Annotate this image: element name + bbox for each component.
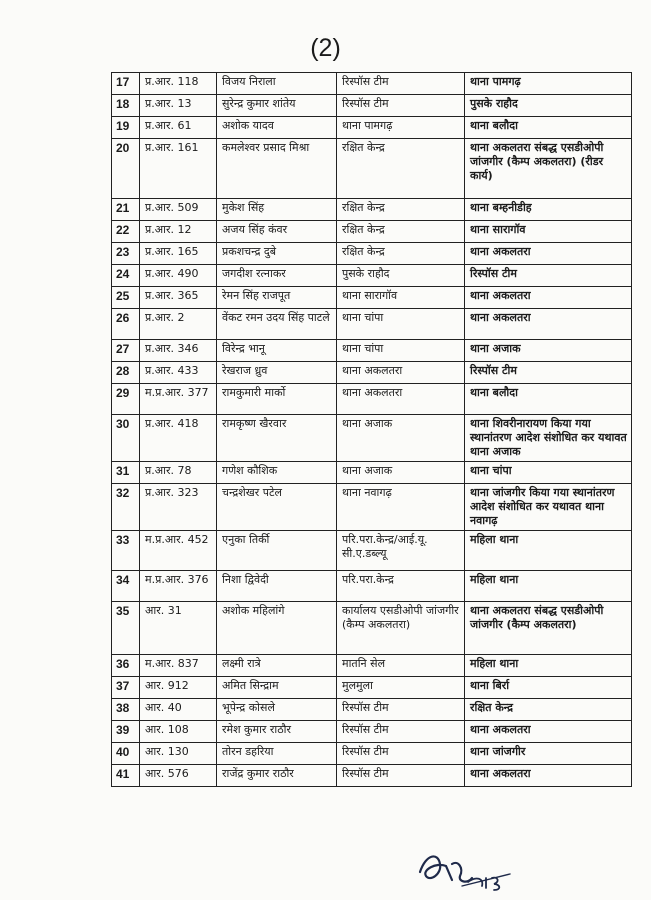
table-row [112,384,632,415]
new-posting-cell: थाना अकलतरा [465,243,632,265]
rank-number-cell: प्र.आर. 165 [140,243,217,265]
new-posting-cell: थाना बलौदा [465,117,632,139]
employee-name-cell: विरेन्द्र भानू [217,340,337,362]
employee-name-cell: अशोक महिलांगे [217,602,337,655]
new-posting-cell: थाना बिर्रा [465,677,632,699]
current-posting-cell: रिस्पॉस टीम [337,73,465,95]
new-posting-cell: रिस्पॉस टीम [465,265,632,287]
rank-number-cell: आर. 40 [140,699,217,721]
table-row [112,139,632,199]
current-posting-cell: रक्षित केन्द्र [337,243,465,265]
current-posting-cell: परि.परा.केन्द्र [337,571,465,602]
rank-number-cell: आर. 31 [140,602,217,655]
current-posting-cell: थाना चांपा [337,309,465,340]
table-row [112,571,632,602]
rank-number-cell: प्र.आर. 78 [140,462,217,484]
rank-number-cell: प्र.आर. 161 [140,139,217,199]
employee-name-cell: रेखराज ध्रुव [217,362,337,384]
current-posting-cell: थाना पामगढ़ [337,117,465,139]
employee-name-cell: तोरन डहरिया [217,743,337,765]
serial-number-cell: 37 [112,677,140,699]
rank-number-cell: म.प्र.आर. 452 [140,531,217,571]
rank-number-cell: आर. 108 [140,721,217,743]
current-posting-cell: थाना नवागढ़ [337,484,465,531]
table-row [112,362,632,384]
rank-number-cell: प्र.आर. 13 [140,95,217,117]
table-row [112,743,632,765]
rank-number-cell: प्र.आर. 2 [140,309,217,340]
current-posting-cell: रक्षित केन्द्र [337,199,465,221]
table-row [112,765,632,787]
employee-name-cell: प्रकशचन्द्र दुबे [217,243,337,265]
rank-number-cell: म.आर. 837 [140,655,217,677]
employee-name-cell: रामकुमारी मार्को [217,384,337,415]
table-row [112,677,632,699]
table-row [112,531,632,571]
current-posting-cell: रिस्पॉस टीम [337,765,465,787]
page-number: (2) [310,34,341,62]
table-row [112,462,632,484]
current-posting-cell: रिस्पॉस टीम [337,721,465,743]
current-posting-cell: थाना अकलतरा [337,384,465,415]
employee-name-cell: अजय सिंह कंवर [217,221,337,243]
new-posting-cell: थाना अकलतरा [465,765,632,787]
serial-number-cell: 36 [112,655,140,677]
serial-number-cell: 35 [112,602,140,655]
serial-number-cell: 28 [112,362,140,384]
rank-number-cell: प्र.आर. 346 [140,340,217,362]
rank-number-cell: प्र.आर. 418 [140,415,217,462]
rank-number-cell: आर. 130 [140,743,217,765]
employee-name-cell: भूपेन्द्र कोसले [217,699,337,721]
new-posting-cell: थाना चांपा [465,462,632,484]
rank-number-cell: प्र.आर. 433 [140,362,217,384]
table-row [112,287,632,309]
employee-name-cell: गणेश कौशिक [217,462,337,484]
employee-name-cell: एनुका तिर्की [217,531,337,571]
transfer-table-body [112,73,632,787]
new-posting-cell: थाना अकलतरा [465,309,632,340]
current-posting-cell: रिस्पॉस टीम [337,95,465,117]
table-row [112,73,632,95]
current-posting-cell: रक्षित केन्द्र [337,221,465,243]
serial-number-cell: 26 [112,309,140,340]
rank-number-cell: प्र.आर. 365 [140,287,217,309]
serial-number-cell: 32 [112,484,140,531]
new-posting-cell: रक्षित केन्द्र [465,699,632,721]
current-posting-cell: थाना सारागॉव [337,287,465,309]
current-posting-cell: थाना अजाक [337,415,465,462]
rank-number-cell: आर. 576 [140,765,217,787]
current-posting-cell: मुलमुला [337,677,465,699]
current-posting-cell: रिस्पॉस टीम [337,699,465,721]
new-posting-cell: थाना पामगढ़ [465,73,632,95]
table-row [112,655,632,677]
employee-name-cell: अशोक यादव [217,117,337,139]
new-posting-cell: थाना अकलतरा संबद्ध एसडीओपी जांजगीर (कैम्प अकलतरा) (रीडर कार्य) [465,139,632,199]
current-posting-cell: रक्षित केन्द्र [337,139,465,199]
serial-number-cell: 40 [112,743,140,765]
employee-name-cell: राजेंद्र कुमार राठौर [217,765,337,787]
new-posting-cell: महिला थाना [465,655,632,677]
current-posting-cell: पुसके राहौद [337,265,465,287]
current-posting-cell: मातनि सेल [337,655,465,677]
rank-number-cell: प्र.आर. 509 [140,199,217,221]
serial-number-cell: 41 [112,765,140,787]
new-posting-cell: थाना बलौदा [465,384,632,415]
serial-number-cell: 39 [112,721,140,743]
serial-number-cell: 20 [112,139,140,199]
current-posting-cell: थाना चांपा [337,340,465,362]
employee-name-cell: रेमन सिंह राजपूत [217,287,337,309]
serial-number-cell: 34 [112,571,140,602]
table-row [112,484,632,531]
new-posting-cell: महिला थाना [465,531,632,571]
employee-name-cell: रामकृष्ण खैरवार [217,415,337,462]
serial-number-cell: 38 [112,699,140,721]
new-posting-cell: रिस्पॉस टीम [465,362,632,384]
table-row [112,117,632,139]
rank-number-cell: म.प्र.आर. 376 [140,571,217,602]
new-posting-cell: थाना अकलतरा संबद्ध एसडीओपी जांजगीर (कैम्प अकलतरा) [465,602,632,655]
new-posting-cell: थाना जांजगीर किया गया स्थानांतरण आदेश संशोधित कर यथावत थाना नवागढ़ [465,484,632,531]
employee-name-cell: अमित सिन्द्राम [217,677,337,699]
current-posting-cell: रिस्पॉस टीम [337,743,465,765]
table-row [112,602,632,655]
employee-name-cell: वेंकट रमन उदय सिंह पाटले [217,309,337,340]
serial-number-cell: 27 [112,340,140,362]
employee-name-cell: लक्ष्मी रात्रे [217,655,337,677]
new-posting-cell: थाना शिवरीनारायण किया गया स्थानांतरण आदेश संशोधित कर यथावत थाना अजाक [465,415,632,462]
employee-name-cell: विजय निराला [217,73,337,95]
rank-number-cell: प्र.आर. 61 [140,117,217,139]
new-posting-cell: थाना अकलतरा [465,287,632,309]
serial-number-cell: 21 [112,199,140,221]
employee-name-cell: रमेश कुमार राठौर [217,721,337,743]
serial-number-cell: 24 [112,265,140,287]
rank-number-cell: प्र.आर. 12 [140,221,217,243]
employee-name-cell: सुरेन्द्र कुमार शांतेय [217,95,337,117]
table-row [112,95,632,117]
new-posting-cell: महिला थाना [465,571,632,602]
employee-name-cell: मुकेश सिंह [217,199,337,221]
rank-number-cell: प्र.आर. 323 [140,484,217,531]
new-posting-cell: थाना अकलतरा [465,721,632,743]
new-posting-cell: थाना जांजगीर [465,743,632,765]
new-posting-cell: थाना सारागॉव [465,221,632,243]
serial-number-cell: 22 [112,221,140,243]
serial-number-cell: 18 [112,95,140,117]
serial-number-cell: 25 [112,287,140,309]
table-row [112,199,632,221]
rank-number-cell: म.प्र.आर. 377 [140,384,217,415]
serial-number-cell: 29 [112,384,140,415]
rank-number-cell: प्र.आर. 490 [140,265,217,287]
table-row [112,265,632,287]
new-posting-cell: पुसके राहौद [465,95,632,117]
new-posting-cell: थाना अजाक [465,340,632,362]
table-row [112,699,632,721]
table-row [112,721,632,743]
serial-number-cell: 23 [112,243,140,265]
rank-number-cell: आर. 912 [140,677,217,699]
new-posting-cell: थाना बम्हनीडीह [465,199,632,221]
serial-number-cell: 30 [112,415,140,462]
current-posting-cell: कार्यालय एसडीओपी जांजगीर (कैम्प अकलतरा) [337,602,465,655]
table-row [112,221,632,243]
employee-name-cell: निशा द्विवेदी [217,571,337,602]
table-row [112,415,632,462]
current-posting-cell: परि.परा.केन्द्र/आई.यू. सी.ए.डब्ल्यू [337,531,465,571]
serial-number-cell: 31 [112,462,140,484]
table-row [112,243,632,265]
employee-name-cell: चन्द्रशेखर पटेल [217,484,337,531]
serial-number-cell: 17 [112,73,140,95]
serial-number-cell: 33 [112,531,140,571]
employee-name-cell: जगदीश रत्नाकर [217,265,337,287]
table-row [112,309,632,340]
rank-number-cell: प्र.आर. 118 [140,73,217,95]
serial-number-cell: 19 [112,117,140,139]
handwritten-signature-icon [412,842,522,894]
transfer-table [111,72,632,787]
current-posting-cell: थाना अकलतरा [337,362,465,384]
table-row [112,340,632,362]
employee-name-cell: कमलेश्वर प्रसाद मिश्रा [217,139,337,199]
current-posting-cell: थाना अजाक [337,462,465,484]
